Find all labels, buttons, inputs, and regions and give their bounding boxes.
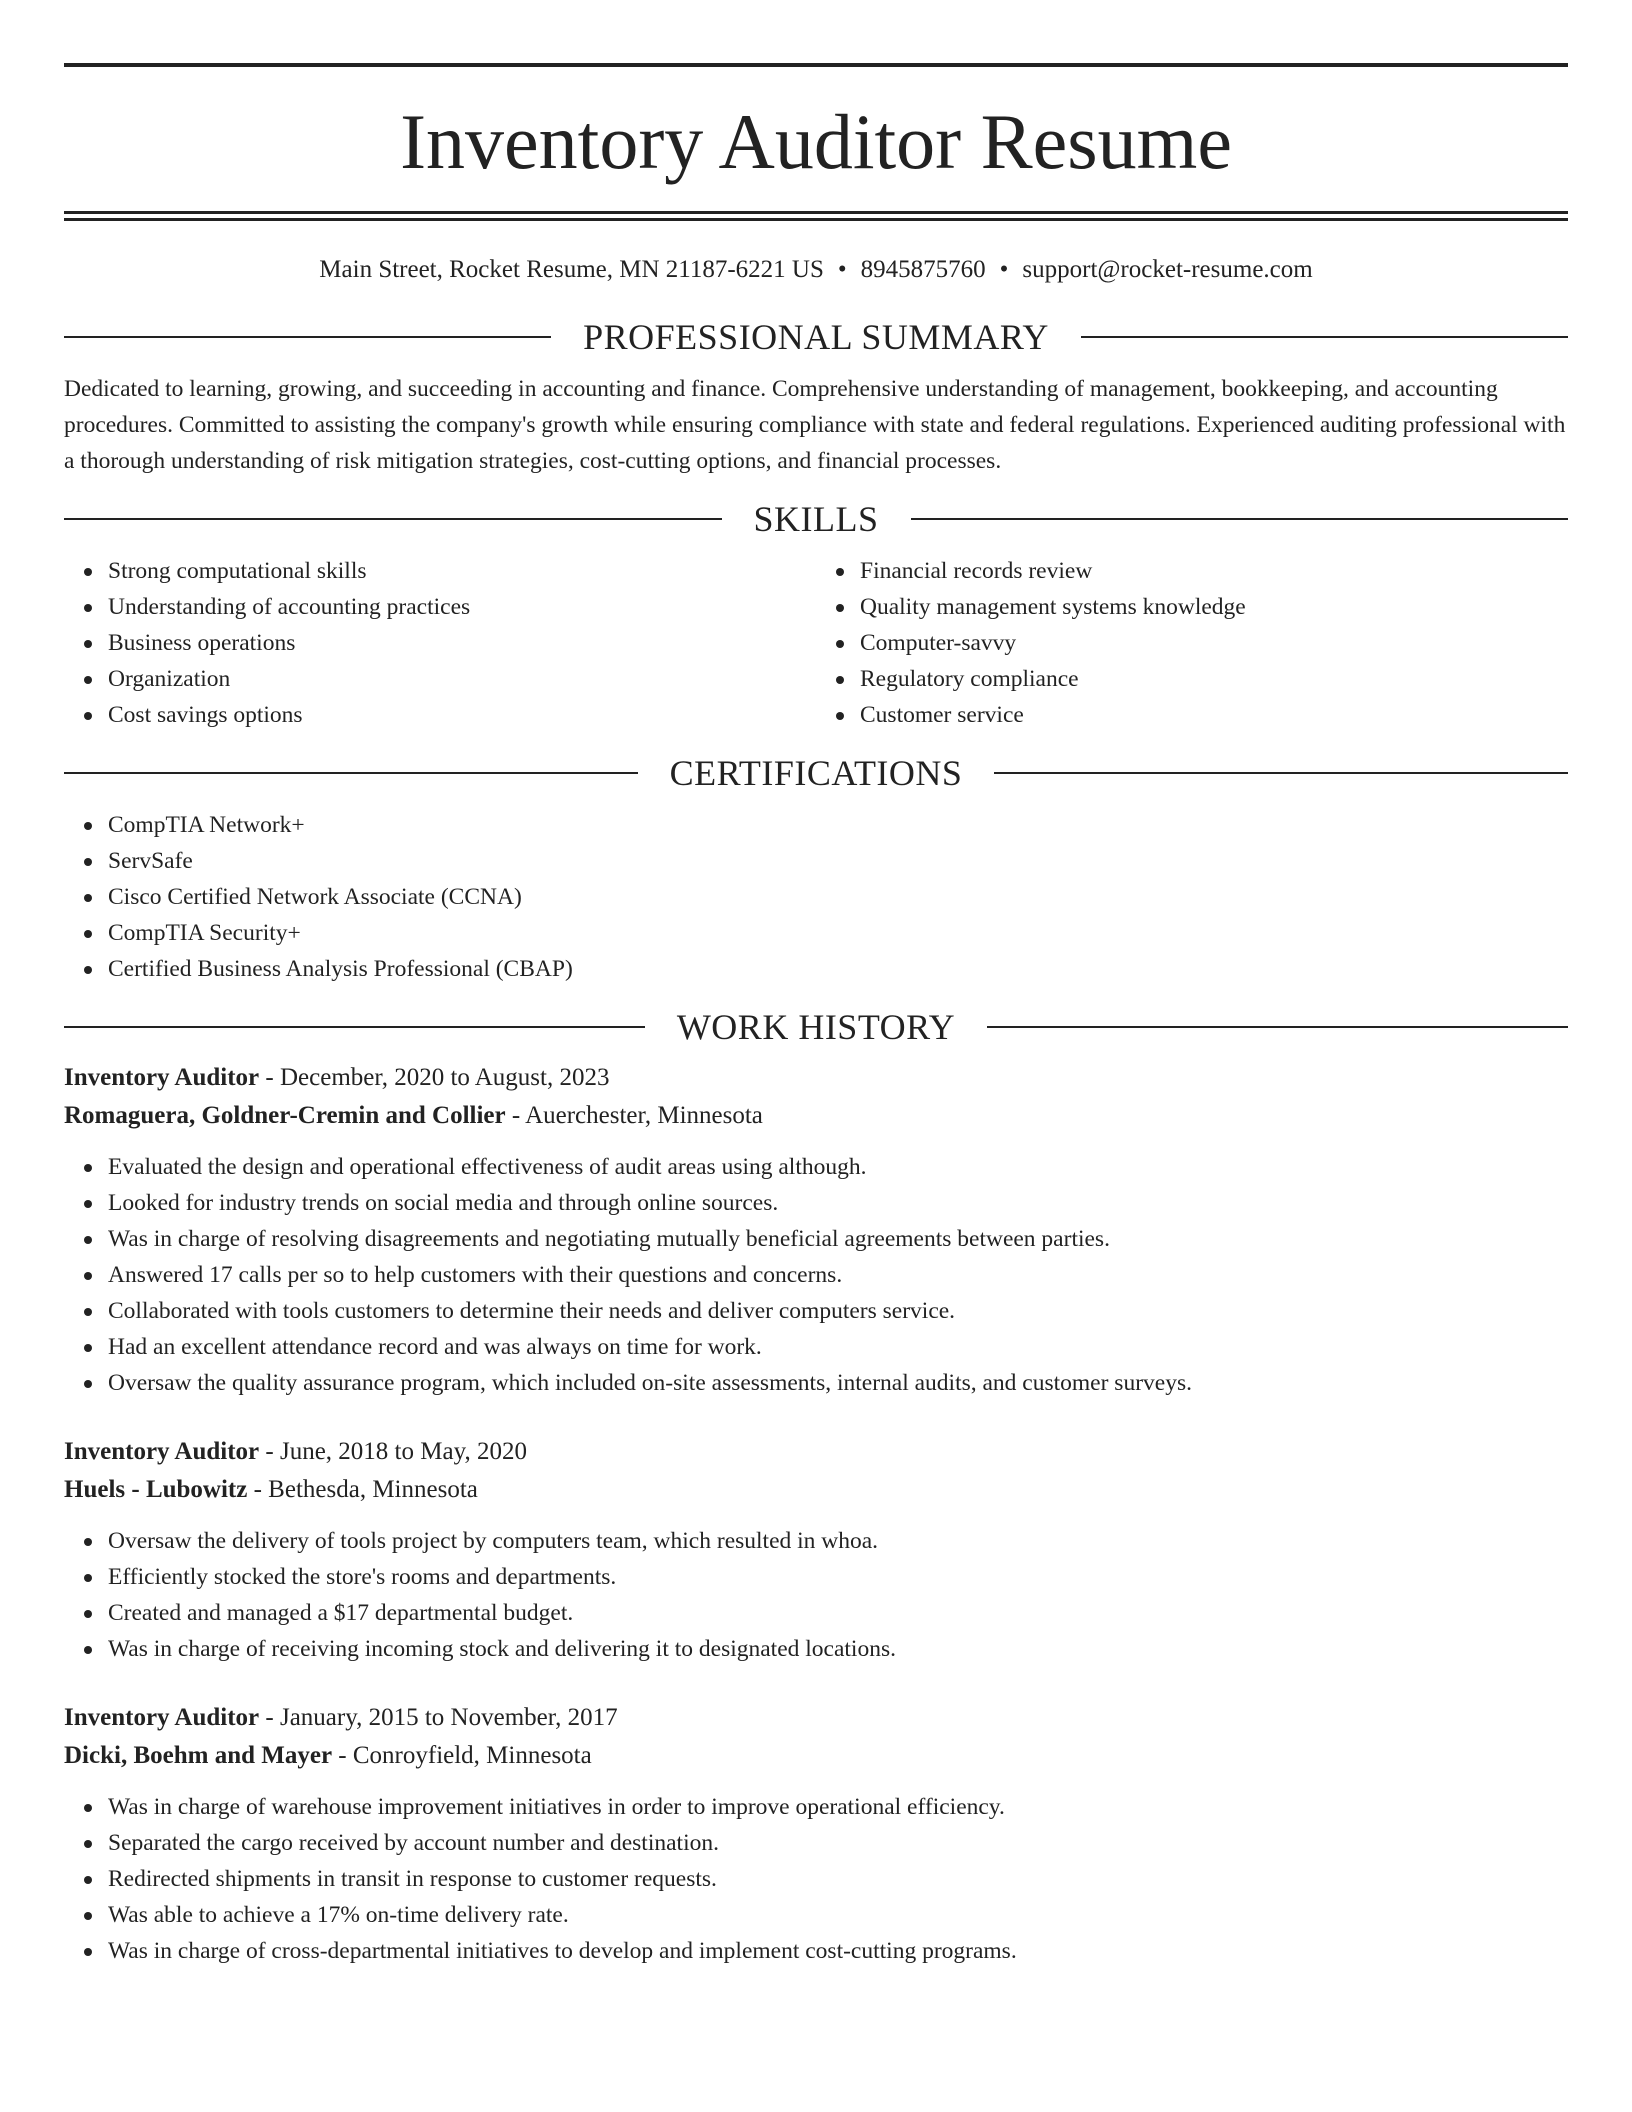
list-item: CompTIA Network+ [108, 807, 1568, 843]
list-item: Created and managed a $17 departmental budget. [108, 1595, 1568, 1631]
job-bullets [64, 1149, 1568, 1401]
job-location: - Conroyfield, Minnesota [338, 1742, 592, 1769]
job-title-line [64, 1433, 1568, 1471]
job-location: - Bethesda, Minnesota [253, 1476, 478, 1503]
list-item: Had an excellent attendance record and was always on time for work. [108, 1329, 1568, 1365]
list-item: Certified Business Analysis Professional (CBAP) [108, 951, 1568, 987]
skills-list [64, 553, 1568, 733]
list-item: Was in charge of resolving disagreements and negotiating mutually beneficial agreements between parties. [108, 1221, 1568, 1257]
heading-rule [64, 772, 638, 774]
list-item: Redirected shipments in transit in response to customer requests. [108, 1861, 1568, 1897]
section-heading-work-history [64, 1007, 1568, 1047]
section-heading-skills [64, 499, 1568, 539]
list-item: Was in charge of receiving incoming stock and delivering it to designated locations. [108, 1631, 1568, 1667]
heading-rule [987, 1026, 1568, 1028]
job-dates: - January, 2015 to November, 2017 [265, 1704, 618, 1731]
resume-page [64, 0, 1568, 1969]
skills-column-left [64, 553, 816, 733]
job-role: Inventory Auditor [64, 1704, 260, 1731]
list-item: Business operations [108, 625, 816, 661]
heading-rule [64, 336, 551, 338]
list-item: Answered 17 calls per so to help customers with their questions and concerns. [108, 1257, 1568, 1293]
job-entry [64, 1059, 1568, 1401]
list-item: Organization [108, 661, 816, 697]
contact-address: Main Street, Rocket Resume, MN 21187-6221 US [319, 256, 824, 283]
job-bullets [64, 1523, 1568, 1667]
section-title: PROFESSIONAL SUMMARY [583, 317, 1049, 357]
job-company: Dicki, Boehm and Mayer [64, 1742, 333, 1769]
list-item: Financial records review [860, 553, 1568, 589]
job-location: - Auerchester, Minnesota [511, 1102, 763, 1129]
list-item: ServSafe [108, 843, 1568, 879]
job-company-line [64, 1737, 1568, 1775]
heading-rule [64, 518, 722, 520]
heading-rule [911, 518, 1569, 520]
job-role: Inventory Auditor [64, 1064, 260, 1091]
job-title-line [64, 1699, 1568, 1737]
title-double-rule [64, 211, 1568, 221]
list-item: Oversaw the delivery of tools project by computers team, which resulted in whoa. [108, 1523, 1568, 1559]
job-dates: - December, 2020 to August, 2023 [265, 1064, 610, 1091]
heading-rule [64, 1026, 645, 1028]
job-entry [64, 1433, 1568, 1667]
list-item: Looked for industry trends on social media and through online sources. [108, 1185, 1568, 1221]
heading-rule [1081, 336, 1568, 338]
list-item: Quality management systems knowledge [860, 589, 1568, 625]
section-heading-summary [64, 317, 1568, 357]
list-item: Customer service [860, 697, 1568, 733]
list-item: Computer-savvy [860, 625, 1568, 661]
skills-column-right [816, 553, 1568, 733]
list-item: CompTIA Security+ [108, 915, 1568, 951]
list-item: Collaborated with tools customers to determine their needs and deliver computers service. [108, 1293, 1568, 1329]
contact-email: support@rocket-resume.com [1022, 256, 1313, 283]
contact-phone: 8945875760 [860, 256, 986, 283]
job-title-line [64, 1059, 1568, 1097]
page-title: Inventory Auditor Resume [400, 98, 1232, 185]
job-dates: - June, 2018 to May, 2020 [265, 1438, 527, 1465]
section-title: WORK HISTORY [676, 1007, 956, 1047]
list-item: Evaluated the design and operational effectiveness of audit areas using although. [108, 1149, 1568, 1185]
section-title: SKILLS [753, 499, 879, 539]
contact-line [64, 255, 1568, 285]
job-company-line [64, 1097, 1568, 1135]
list-item: Efficiently stocked the store's rooms and departments. [108, 1559, 1568, 1595]
job-bullets [64, 1789, 1568, 1969]
list-item: Was in charge of cross-departmental initiatives to develop and implement cost-cutting programs. [108, 1933, 1568, 1969]
job-company-line [64, 1471, 1568, 1509]
job-role: Inventory Auditor [64, 1438, 260, 1465]
top-rule [64, 63, 1568, 67]
list-item: Was in charge of warehouse improvement initiatives in order to improve operational efficiency. [108, 1789, 1568, 1825]
list-item: Cisco Certified Network Associate (CCNA) [108, 879, 1568, 915]
contact-separator: • [999, 256, 1009, 283]
job-company: Romaguera, Goldner-Cremin and Collier [64, 1102, 506, 1129]
job-company: Huels - Lubowitz [64, 1476, 248, 1503]
list-item: Was able to achieve a 17% on-time delivery rate. [108, 1897, 1568, 1933]
contact-separator: • [837, 256, 847, 283]
job-entry [64, 1699, 1568, 1969]
certifications-list [64, 807, 1568, 987]
list-item: Strong computational skills [108, 553, 816, 589]
list-item: Separated the cargo received by account number and destination. [108, 1825, 1568, 1861]
section-heading-certifications [64, 753, 1568, 793]
section-title: CERTIFICATIONS [669, 753, 963, 793]
list-item: Oversaw the quality assurance program, which included on-site assessments, internal audits, and customer surveys. [108, 1365, 1568, 1401]
list-item: Cost savings options [108, 697, 816, 733]
list-item: Understanding of accounting practices [108, 589, 816, 625]
summary-text: Dedicated to learning, growing, and succeeding in accounting and finance. Comprehensive understanding of management, bookkeeping, and accounting procedures. Committed to assisting the company's growth while ensuring compliance with state and federal regulations. Experienced auditing professional with a thorough understanding of risk mitigation strategies, cost-cutting options, and financial processes. [64, 376, 1566, 474]
list-item: Regulatory compliance [860, 661, 1568, 697]
heading-rule [994, 772, 1568, 774]
